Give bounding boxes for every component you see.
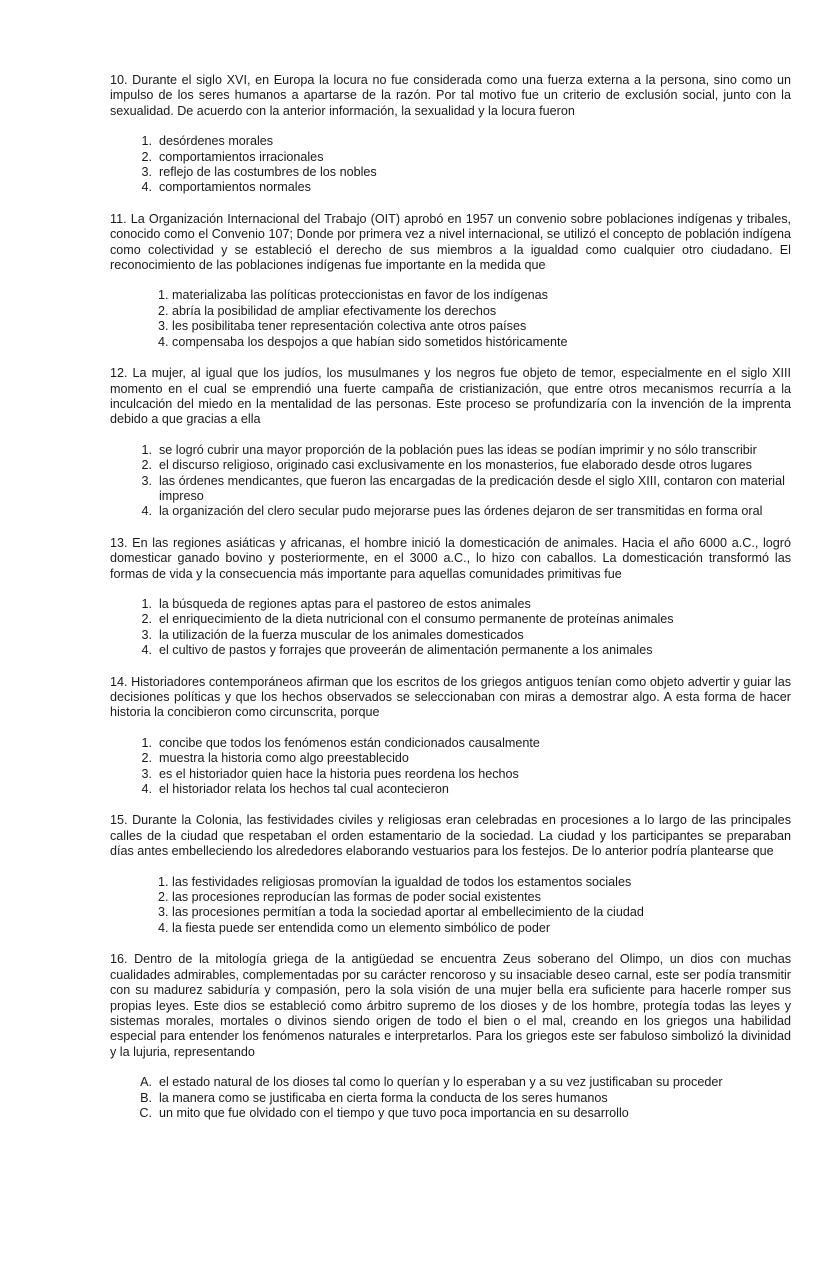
option-text: la manera como se justificaba en cierta forma la conducta de los seres humanos xyxy=(159,1090,608,1105)
option xyxy=(158,319,791,334)
option-text: el discurso religioso, originado casi exclusivamente en los monasterios, fue elaborado desde otros lugares xyxy=(159,458,752,473)
option-number: 4. xyxy=(141,782,152,797)
option xyxy=(110,150,791,165)
option-number: 1. xyxy=(158,288,169,303)
options-list xyxy=(110,875,791,937)
option xyxy=(110,643,791,658)
option xyxy=(110,1091,791,1106)
question-stem: 15. Durante la Colonia, las festividades civiles y religiosas eran celebradas en procesiones a lo largo de las principales calles de la ciudad que respetaban el orden estamentario de la sociedad. La ciudad y los participantes se preparaban días antes embelleciendo los alrededores elaborando vestuarios para los festejos. De lo anterior podría plantearse que xyxy=(110,813,791,859)
option xyxy=(158,335,791,350)
option xyxy=(158,905,791,920)
option-number: C. xyxy=(139,1105,152,1120)
option-text: reflejo de las costumbres de los nobles xyxy=(159,165,377,180)
option-text: desórdenes morales xyxy=(159,134,274,149)
option-number: 2. xyxy=(141,612,152,627)
option-text: las órdenes mendicantes, que fueron las encargadas de la predicación desde el siglo XIII, contaron con material impreso xyxy=(159,473,785,503)
option-text: compensaba los despojos a que habían sido sometidos históricamente xyxy=(172,334,568,349)
option-text: las procesiones reproducían las formas de poder social existentes xyxy=(172,890,541,905)
option-text: el historiador relata los hechos tal cual acontecieron xyxy=(159,782,449,797)
question-12 xyxy=(110,366,791,520)
option-text: el estado natural de los dioses tal como lo querían y lo esperaban y a su vez justificaban su proceder xyxy=(159,1075,723,1090)
option xyxy=(110,474,791,505)
question-13 xyxy=(110,536,791,659)
option-number: 1. xyxy=(141,134,152,149)
option-text: es el historiador quien hace la historia pues reordena los hechos xyxy=(159,766,519,781)
option-text: un mito que fue olvidado con el tiempo y que tuvo poca importancia en su desarrollo xyxy=(159,1105,629,1120)
option-text: las festividades religiosas promovían la igualdad de todos los estamentos sociales xyxy=(172,874,632,889)
option-text: muestra la historia como algo preestablecido xyxy=(159,751,409,766)
option-number: B. xyxy=(140,1090,152,1105)
option-number: 1. xyxy=(158,874,169,889)
options-list xyxy=(110,134,791,196)
options-list xyxy=(110,597,791,659)
option-text: la búsqueda de regiones aptas para el pastoreo de estos animales xyxy=(159,596,531,611)
exam-page xyxy=(110,73,791,1137)
option xyxy=(110,134,791,149)
option-text: comportamientos irracionales xyxy=(159,149,324,164)
option xyxy=(110,165,791,180)
option-text: se logró cubrir una mayor proporción de la población pues las ideas se podían imprimir y no sólo transcribir xyxy=(159,442,757,457)
option-text: materializaba las políticas proteccionistas en favor de los indígenas xyxy=(172,288,548,303)
option xyxy=(158,875,791,890)
option-number: 3. xyxy=(141,766,152,781)
option-number: 3. xyxy=(141,165,152,180)
option-number: 3. xyxy=(141,473,152,488)
question-stem: 10. Durante el siglo XVI, en Europa la locura no fue considerada como una fuerza externa a la persona, sino como un impulso de los seres humanos a apartarse de la razón. Por tal motivo fue un criterio de exclusión social, junto con la sexualidad. De acuerdo con la anterior información, la sexualidad y la locura fueron xyxy=(110,73,791,118)
option-text: concibe que todos los fenómenos están condicionados causalmente xyxy=(159,735,540,750)
option xyxy=(110,736,791,751)
option xyxy=(110,1075,791,1090)
question-10 xyxy=(110,73,791,196)
question-stem: 13. En las regiones asiáticas y africanas, el hombre inició la domesticación de animales. Hacia el año 6000 a.C., logró domesticar ganado bovino y posteriormente, en el 3000 a.C., lo hizo con caballos. La domesticación transformó las formas de vida y la consecuencia más importante para aquellas comunidades primitivas fue xyxy=(110,535,791,581)
option xyxy=(110,443,791,458)
option-text: la organización del clero secular pudo mejorarse pues las órdenes dejaron de ser transmitidas en forma oral xyxy=(159,504,763,519)
option xyxy=(110,458,791,473)
option-number: 2. xyxy=(141,149,152,164)
option-number: 4. xyxy=(158,920,169,935)
option-number: 2. xyxy=(141,458,152,473)
question-14 xyxy=(110,675,791,798)
option xyxy=(110,751,791,766)
option xyxy=(158,890,791,905)
option-text: la utilización de la fuerza muscular de los animales domesticados xyxy=(159,627,524,642)
options-list xyxy=(110,288,791,350)
options-list xyxy=(110,1075,791,1121)
option-number: 2. xyxy=(158,890,169,905)
option xyxy=(158,288,791,303)
option xyxy=(158,304,791,319)
question-16 xyxy=(110,952,791,1121)
question-stem: 16. Dentro de la mitología griega de la antigüedad se encuentra Zeus soberano del Olimpo, un dios con muchas cualidades admirables, complementadas por su carácter rencoroso y su insaciable deseo carnal, este ser podía transmitir con su madurez sabiduría y compasión, pero la sola visión de una mujer bella era suficiente para hacerle romper sus propias leyes. Este dios se estableció como árbitro supremo de los dioses y de los hombre, protegía todas las leyes y sistemas morales, mortales o divinos siendo origen de todo el bien o el mal, creando en los griegos una habilidad especial para entender los fenómenos naturales e interpretarlos. Para los griegos este ser fabuloso simbolizó la divinidad y la lujuria, representando xyxy=(110,952,791,1059)
option-number: 3. xyxy=(158,905,169,920)
option-text: el enriquecimiento de la dieta nutricional con el consumo permanente de proteínas animales xyxy=(159,612,674,627)
question-stem: 14. Historiadores contemporáneos afirman que los escritos de los griegos antiguos tenían como objeto advertir y guiar las decisiones políticas y que los hechos observados se seleccionaban con miras a demostrar algo. A esta forma de hacer historia la concibieron como circunscrita, porque xyxy=(110,674,791,720)
option xyxy=(110,628,791,643)
option-text: comportamientos normales xyxy=(159,180,311,195)
option xyxy=(110,180,791,195)
option-text: abría la posibilidad de ampliar efectivamente los derechos xyxy=(172,303,497,318)
option-number: 4. xyxy=(141,504,152,519)
option xyxy=(110,782,791,797)
option xyxy=(110,504,791,519)
options-list xyxy=(110,443,791,520)
option-number: 4. xyxy=(158,334,169,349)
option-text: las procesiones permitían a toda la sociedad aportar al embellecimiento de la ciudad xyxy=(172,905,644,920)
option-number: 1. xyxy=(141,596,152,611)
question-stem: 11. La Organización Internacional del Trabajo (OIT) aprobó en 1957 un convenio sobre poblaciones indígenas y tribales, conocido como el Convenio 107; Donde por primera vez a nivel internacional, se utilizó el concepto de población indígena como colectividad y se estableció el derecho de sus miembros a la igualdad como cualquier otro ciudadano. El reconocimiento de las poblaciones indígenas fue importante en la medida que xyxy=(110,211,791,273)
option xyxy=(158,921,791,936)
option-number: 3. xyxy=(141,627,152,642)
option-number: 4. xyxy=(141,643,152,658)
option xyxy=(110,612,791,627)
option xyxy=(110,597,791,612)
options-list xyxy=(110,736,791,798)
option xyxy=(110,767,791,782)
option xyxy=(110,1106,791,1121)
question-11 xyxy=(110,212,791,350)
option-number: 4. xyxy=(141,180,152,195)
option-text: el cultivo de pastos y forrajes que proveerán de alimentación permanente a los animales xyxy=(159,643,653,658)
option-text: la fiesta puede ser entendida como un elemento simbólico de poder xyxy=(172,920,551,935)
option-number: 3. xyxy=(158,319,169,334)
question-stem: 12. La mujer, al igual que los judíos, los musulmanes y los negros fue objeto de temor, especialmente en el siglo XIII momento en el cual se emprendió una fuerte campaña de cristianización, que entre otros mecanismos recurría a la inculcación del miedo en la mentalidad de las personas. Este proceso se profundizaría con la invención de la imprenta debido a que gracias a ella xyxy=(110,366,791,427)
option-number: 1. xyxy=(141,442,152,457)
option-number: 2. xyxy=(158,303,169,318)
option-text: les posibilitaba tener representación colectiva ante otros países xyxy=(172,319,527,334)
question-15 xyxy=(110,813,791,936)
option-number: 2. xyxy=(141,751,152,766)
option-number: 1. xyxy=(141,735,152,750)
option-number: A. xyxy=(140,1075,152,1090)
